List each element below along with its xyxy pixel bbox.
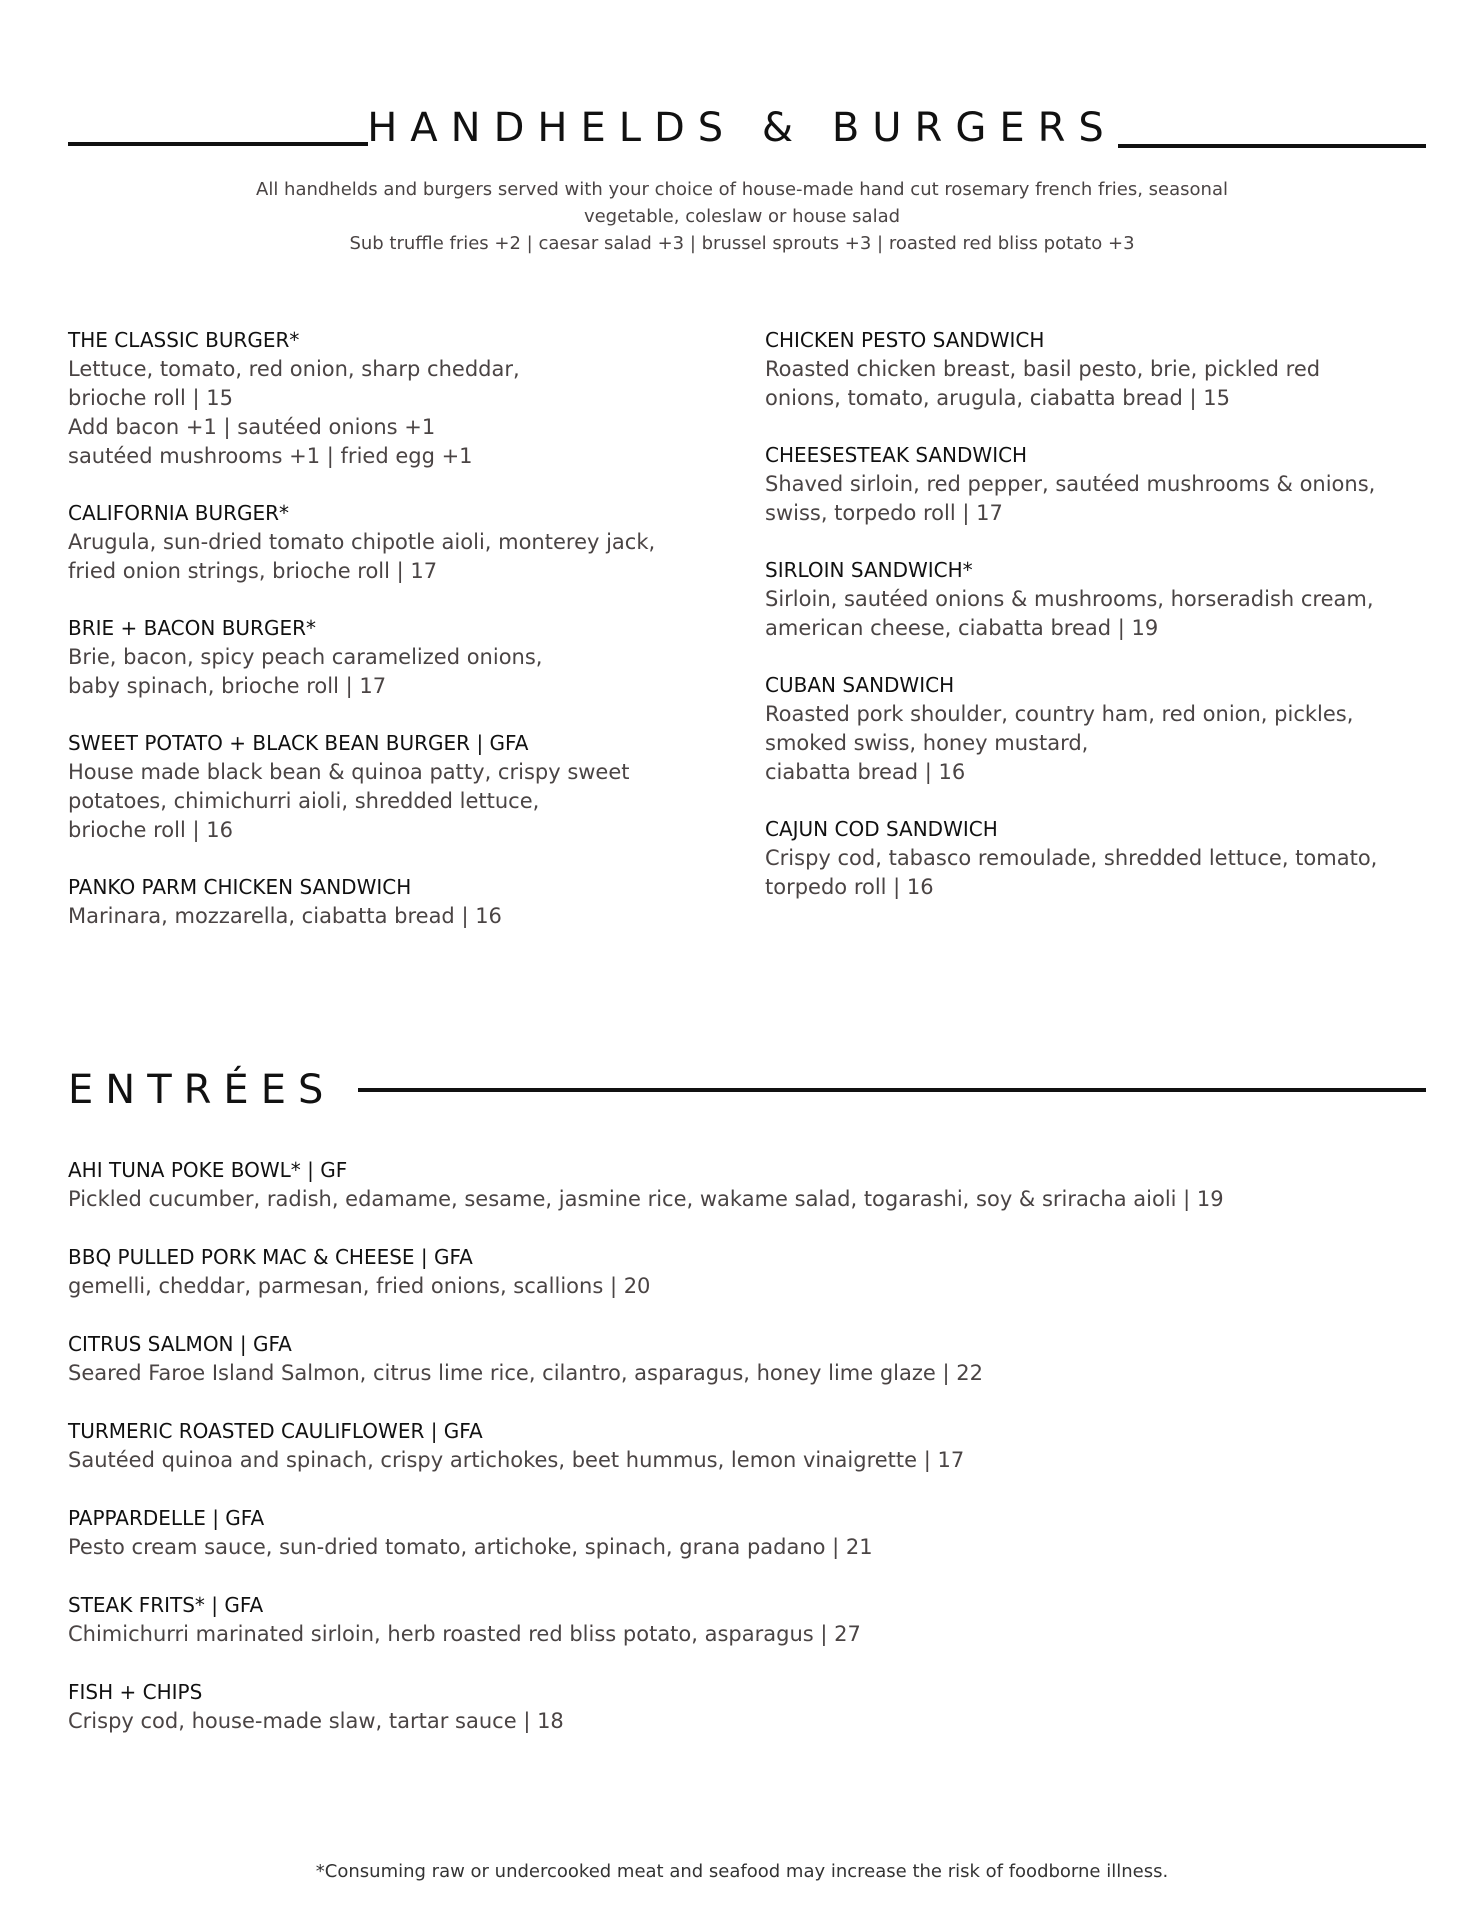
menu-item-desc: Lettuce, tomato, red onion, sharp cheddar, bbox=[68, 357, 520, 381]
menu-item bbox=[68, 499, 708, 586]
menu-item-desc: baby spinach, brioche roll | 17 bbox=[68, 674, 387, 698]
menu-item-desc: Marinara, mozzarella, ciabatta bread | 16 bbox=[68, 904, 502, 928]
menu-item-name: CITRUS SALMON | GFA bbox=[68, 1332, 292, 1356]
menu-item-desc: Shaved sirloin, red pepper, sautéed mushrooms & onions, bbox=[765, 472, 1376, 496]
menu-item-name: CHICKEN PESTO SANDWICH bbox=[765, 328, 1045, 352]
menu-item-desc: House made black bean & quinoa patty, crispy sweet bbox=[68, 760, 630, 784]
menu-item-name: CHEESESTEAK SANDWICH bbox=[765, 443, 1028, 467]
menu-item bbox=[68, 326, 708, 471]
menu-item-name: BBQ PULLED PORK MAC & CHEESE | GFA bbox=[68, 1245, 473, 1269]
menu-item-desc: ciabatta bread | 16 bbox=[765, 760, 966, 784]
menu-item bbox=[68, 1591, 1428, 1649]
menu-item-name: BRIE + BACON BURGER* bbox=[68, 616, 316, 640]
intro-line: Sub truffle fries +2 | caesar salad +3 | brussel sprouts +3 | roasted red bliss potato +3 bbox=[349, 233, 1135, 254]
menu-item-desc: torpedo roll | 16 bbox=[765, 875, 934, 899]
handhelds-left-column bbox=[68, 326, 708, 959]
menu-item-desc: Arugula, sun-dried tomato chipotle aioli, monterey jack, bbox=[68, 530, 656, 554]
menu-item-desc: Crispy cod, house-made slaw, tartar sauce | 18 bbox=[68, 1709, 564, 1733]
menu-item-desc: brioche roll | 15 bbox=[68, 386, 233, 410]
menu-item bbox=[765, 815, 1425, 902]
menu-item-desc: Chimichurri marinated sirloin, herb roasted red bliss potato, asparagus | 27 bbox=[68, 1622, 861, 1646]
menu-item-desc: Pesto cream sauce, sun-dried tomato, artichoke, spinach, grana padano | 21 bbox=[68, 1535, 873, 1559]
menu-item-name: CAJUN COD SANDWICH bbox=[765, 817, 998, 841]
foodborne-illness-footnote: *Consuming raw or undercooked meat and seafood may increase the risk of foodborne illness. bbox=[315, 1861, 1169, 1882]
menu-item-name: SWEET POTATO + BLACK BEAN BURGER | GFA bbox=[68, 731, 529, 755]
menu-item-name: SIRLOIN SANDWICH* bbox=[765, 558, 973, 582]
menu-item-desc: Add bacon +1 | sautéed onions +1 bbox=[68, 415, 436, 439]
entrees-section-title: ENTRÉES bbox=[68, 1067, 336, 1113]
menu-item-name: PAPPARDELLE | GFA bbox=[68, 1506, 265, 1530]
menu-item-name: FISH + CHIPS bbox=[68, 1680, 203, 1704]
menu-item bbox=[68, 614, 708, 701]
menu-item bbox=[68, 729, 708, 845]
menu-item-desc: gemelli, cheddar, parmesan, fried onions, scallions | 20 bbox=[68, 1274, 651, 1298]
handhelds-right-column bbox=[765, 326, 1425, 930]
menu-item bbox=[68, 1243, 1428, 1301]
menu-item-name: TURMERIC ROASTED CAULIFLOWER | GFA bbox=[68, 1419, 483, 1443]
menu-item-name: AHI TUNA POKE BOWL* | GF bbox=[68, 1158, 348, 1182]
handhelds-section-title: HANDHELDS & BURGERS bbox=[367, 105, 1117, 151]
menu-item-desc: onions, tomato, arugula, ciabatta bread | 15 bbox=[765, 386, 1231, 410]
menu-item-desc: Roasted chicken breast, basil pesto, brie, pickled red bbox=[765, 357, 1321, 381]
menu-item-desc: american cheese, ciabatta bread | 19 bbox=[765, 616, 1159, 640]
menu-item-desc: Sautéed quinoa and spinach, crispy artichokes, beet hummus, lemon vinaigrette | 17 bbox=[68, 1448, 965, 1472]
menu-item-desc: potatoes, chimichurri aioli, shredded lettuce, bbox=[68, 789, 540, 813]
menu-item-desc: fried onion strings, brioche roll | 17 bbox=[68, 559, 438, 583]
menu-item bbox=[68, 873, 708, 931]
menu-item-desc: Sirloin, sautéed onions & mushrooms, horseradish cream, bbox=[765, 587, 1374, 611]
menu-item-desc: smoked swiss, honey mustard, bbox=[765, 731, 1089, 755]
menu-item-name: CUBAN SANDWICH bbox=[765, 673, 955, 697]
menu-item bbox=[68, 1417, 1428, 1475]
menu-item bbox=[68, 1330, 1428, 1388]
menu-item bbox=[765, 671, 1425, 787]
menu-item-desc: swiss, torpedo roll | 17 bbox=[765, 501, 1003, 525]
menu-item-name: CALIFORNIA BURGER* bbox=[68, 501, 290, 525]
menu-item bbox=[765, 326, 1425, 413]
handhelds-rule-right bbox=[1118, 144, 1426, 148]
menu-item-desc: sautéed mushrooms +1 | fried egg +1 bbox=[68, 444, 473, 468]
menu-item bbox=[68, 1156, 1428, 1214]
menu-item-desc: Crispy cod, tabasco remoulade, shredded lettuce, tomato, bbox=[765, 846, 1378, 870]
intro-line: vegetable, coleslaw or house salad bbox=[583, 206, 901, 227]
menu-item-name: PANKO PARM CHICKEN SANDWICH bbox=[68, 875, 412, 899]
entrees-rule bbox=[358, 1088, 1426, 1092]
entrees-list bbox=[68, 1156, 1428, 1765]
menu-item-name: STEAK FRITS* | GFA bbox=[68, 1593, 264, 1617]
menu-item-desc: Pickled cucumber, radish, edamame, sesame, jasmine rice, wakame salad, togarashi, soy & sriracha aioli | 19 bbox=[68, 1187, 1224, 1211]
menu-item-name: THE CLASSIC BURGER* bbox=[68, 328, 300, 352]
menu-item-desc: brioche roll | 16 bbox=[68, 818, 233, 842]
handhelds-intro bbox=[150, 176, 1334, 257]
menu-item-desc: Roasted pork shoulder, country ham, red onion, pickles, bbox=[765, 702, 1354, 726]
menu-item-desc: Seared Faroe Island Salmon, citrus lime rice, cilantro, asparagus, honey lime glaze | 22 bbox=[68, 1361, 983, 1385]
menu-item bbox=[765, 441, 1425, 528]
menu-item bbox=[765, 556, 1425, 643]
intro-line: All handhelds and burgers served with your choice of house-made hand cut rosemary french fries, seasonal bbox=[256, 179, 1228, 200]
menu-item bbox=[68, 1678, 1428, 1736]
menu-item bbox=[68, 1504, 1428, 1562]
menu-item-desc: Brie, bacon, spicy peach caramelized onions, bbox=[68, 645, 543, 669]
